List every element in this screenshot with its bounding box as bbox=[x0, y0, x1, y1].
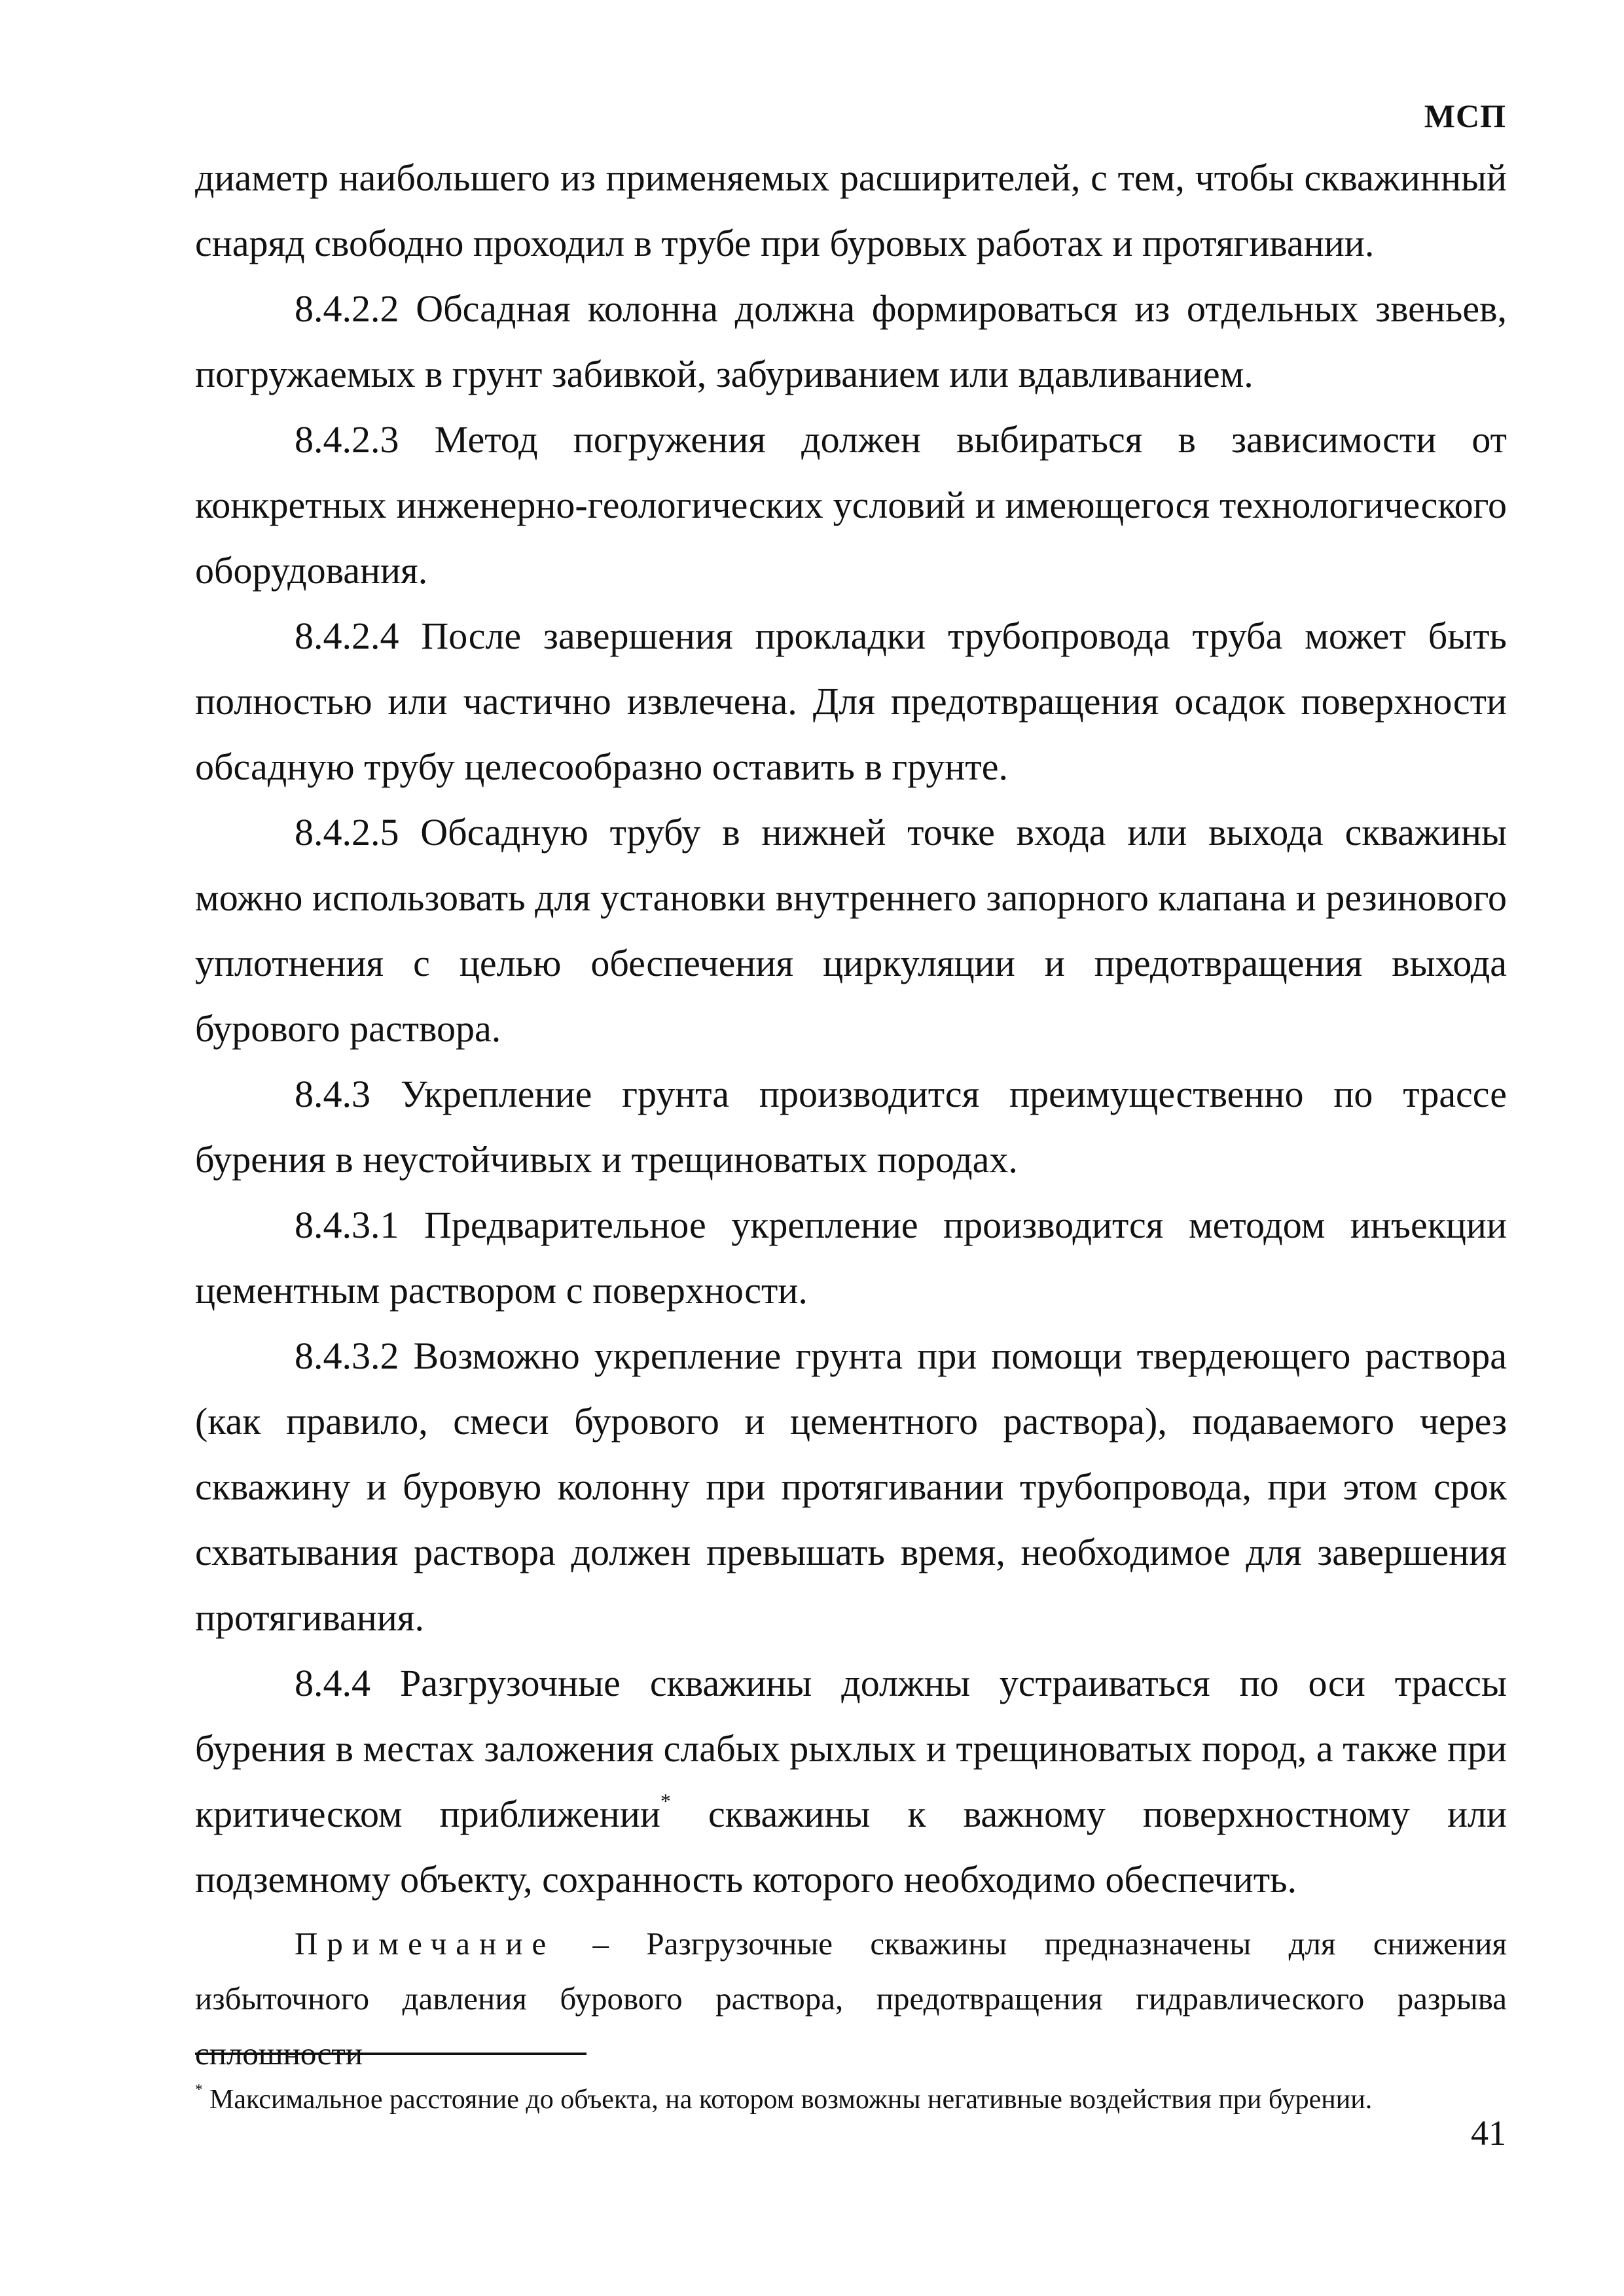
footnote-separator bbox=[195, 2053, 586, 2055]
paragraph-8-4-3-2: 8.4.3.2 Возможно укрепление грунта при помощи твердеющего раствора (как правило, смеси бурового и цементного раствора), подаваемого через скважину и буровую колонну при протягивании трубопровода, при этом срок схватывания раствора должен превышать время, необходимое для завершения протягивания. bbox=[195, 1335, 1507, 1639]
footnote-mark: * bbox=[195, 2081, 203, 2098]
paragraph-8-4-4 bbox=[195, 1651, 1507, 1912]
footnote-reference-mark: * bbox=[660, 1789, 671, 1813]
note-paragraph bbox=[195, 1916, 1507, 2081]
paragraph-continuation: диаметр наибольшего из применяемых расширителей, с тем, чтобы скважинный снаряд свободно проходил в трубе при буровых работах и протягивании. bbox=[195, 156, 1507, 264]
document-code-header: МСП bbox=[1424, 98, 1506, 134]
paragraph-8-4-3-1: 8.4.3.1 Предварительное укрепление производится методом инъекции цементным раствором с поверхности. bbox=[195, 1204, 1507, 1312]
main-text bbox=[195, 145, 1507, 2081]
note-label: Примечание bbox=[295, 1926, 556, 1962]
page-number: 41 bbox=[1471, 2113, 1506, 2153]
paragraph-8-4-3: 8.4.3 Укрепление грунта производится преимущественно по трассе бурения в неустойчивых и трещиноватых породах. bbox=[195, 1073, 1507, 1181]
paragraph-8-4-2-2: 8.4.2.2 Обсадная колонна должна формироваться из отдельных звеньев, погружаемых в грунт забивкой, забуриванием или вдавливанием. bbox=[195, 287, 1507, 395]
note-dash: – bbox=[555, 1926, 647, 1962]
paragraph-8-4-2-3: 8.4.2.3 Метод погружения должен выбираться в зависимости от конкретных инженерно-геологических условий и имеющегося технологического оборудования. bbox=[195, 418, 1507, 592]
note-text: Разгрузочные скважины предназначены для снижения избыточного давления бурового раствора, предотвращения гидравлического разрыва сплошности bbox=[195, 1926, 1507, 2072]
footnote bbox=[195, 2081, 1507, 2118]
footnote-text: Максимальное расстояние до объекта, на котором возможны негативные воздействия при бурении. bbox=[202, 2085, 1373, 2115]
paragraph-8-4-2-5: 8.4.2.5 Обсадную трубу в нижней точке входа или выхода скважины можно использовать для установки внутреннего запорного клапана и резинового уплотнения с целью обеспечения циркуляции и предотвращения выхода бурового раствора. bbox=[195, 811, 1507, 1050]
paragraph-8-4-2-4: 8.4.2.4 После завершения прокладки трубопровода труба может быть полностью или частично извлечена. Для предотвращения осадок поверхности обсадную трубу целесообразно оставить в грунте. bbox=[195, 615, 1507, 788]
paragraph-8-4-4-text-start: 8.4.4 Разгрузочные скважины должны устраиваться по оси трассы бурения в местах заложения слабых рыхлых и трещиноватых пород, а также при критическом приближении bbox=[195, 1662, 1507, 1835]
paragraph-8-4-4-text-end: скважины к важному поверхностному или подземному объекту, сохранность которого необходимо обеспечить. bbox=[195, 1793, 1507, 1901]
